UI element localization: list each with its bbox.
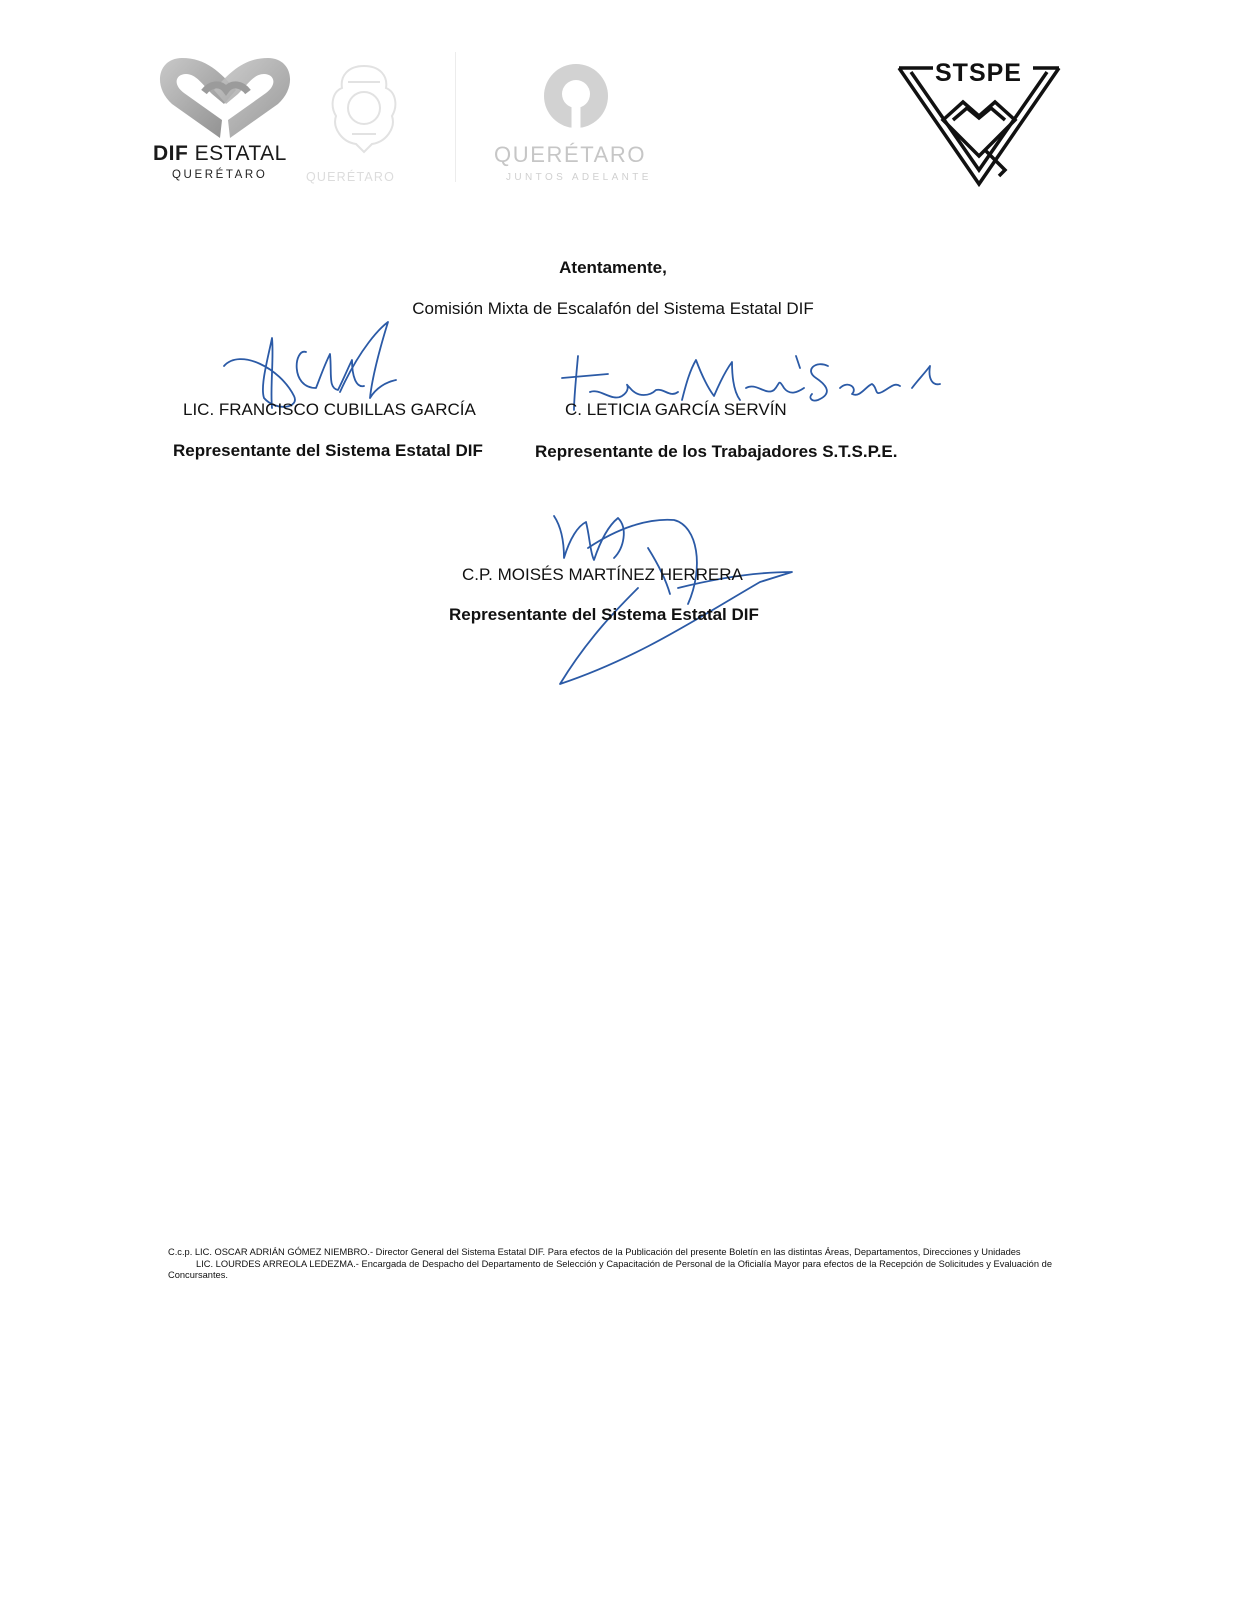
signatory-name-right: C. LETICIA GARCÍA SERVÍN — [565, 400, 787, 419]
header-divider — [455, 52, 456, 182]
queretaro-logo-title: QUERÉTARO — [494, 142, 647, 167]
signatory-role-left: Representante del Sistema Estatal DIF — [173, 441, 483, 460]
signatory-name-left: LIC. FRANCISCO CUBILLAS GARCÍA — [183, 400, 476, 419]
queretaro-q-logo-icon — [540, 60, 612, 140]
signatory-name-center: C.P. MOISÉS MARTÍNEZ HERRERA — [462, 565, 743, 584]
signature-center-image — [548, 508, 798, 688]
cc-line-2: LIC. LOURDES ARREOLA LEDEZMA.- Encargada de Despacho del Departamento de Selección y Capacitación de Personal de la Oficialía Mayor para efectos de la Recepción de Solicitudes y Evaluación de Concursantes. — [168, 1258, 1052, 1280]
state-crest-logo-icon — [318, 58, 410, 158]
crest-logo-subtitle: QUERÉTARO — [306, 170, 396, 184]
commission-name: Comisión Mixta de Escalafón del Sistema Estatal DIF — [412, 299, 814, 318]
cc-line-1: C.c.p. LIC. OSCAR ADRIÁN GÓMEZ NIEMBRO.- Director General del Sistema Estatal DIF. Para efectos de la Publicación del presente Boletín en las distintas Áreas, Departamentos, Direcciones y Unidades — [168, 1247, 1021, 1257]
signatory-role-right: Representante de los Trabajadores S.T.S.P.E. — [535, 442, 898, 461]
dif-logo-title: DIF ESTATAL — [153, 142, 287, 165]
stspe-logo-text: STSPE — [935, 59, 1022, 87]
dif-logo-subtitle: QUERÉTARO — [172, 169, 268, 181]
carbon-copy-block — [168, 1247, 1052, 1282]
signatory-role-center: Representante del Sistema Estatal DIF — [449, 605, 759, 624]
closing-salutation: Atentamente, — [559, 258, 667, 277]
queretaro-logo-subtitle: JUNTOS ADELANTE — [506, 172, 652, 183]
